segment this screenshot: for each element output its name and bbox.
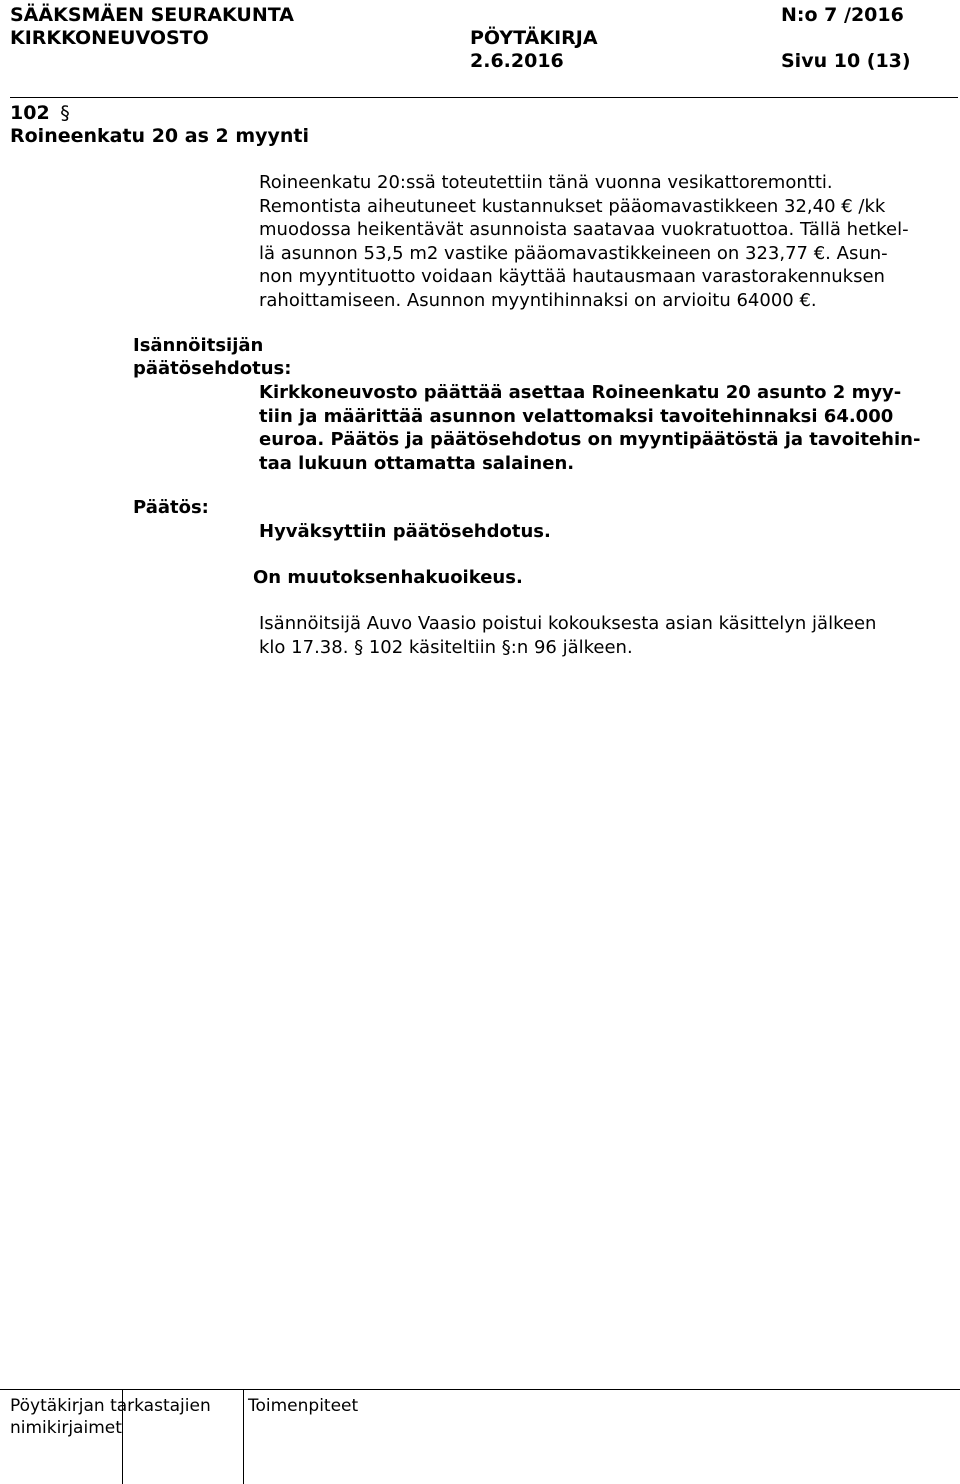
document-type: PÖYTÄKIRJA — [470, 27, 598, 49]
body-name: KIRKKONEUVOSTO — [10, 27, 209, 49]
description-line: rahoittamiseen. Asunnon myyntihinnaksi on arvioitu 64000 €. — [259, 289, 817, 311]
document-number: N:o 7 /2016 — [781, 4, 904, 26]
proposal-line: tiin ja määrittää asunnon velattomaksi tavoitehinnaksi 64.000 — [259, 405, 894, 427]
section-number-line — [10, 101, 70, 125]
appeal-text: On muutoksenhakuoikeus. — [253, 567, 523, 588]
footer-signature-label-line2: nimikirjaimet — [10, 1418, 122, 1438]
footer-rule-top — [0, 1389, 960, 1390]
proposal-line: taa lukuun ottamatta salainen. — [259, 452, 575, 474]
description-line: lä asunnon 53,5 m2 vastike pääomavastikkeineen on 323,77 €. Asun- — [259, 242, 888, 264]
proposal-label-line1: Isännöitsijän — [133, 335, 264, 356]
organization-name: SÄÄKSMÄEN SEURAKUNTA — [10, 4, 294, 26]
description-line: Remontista aiheutuneet kustannukset pääomavastikkeen 32,40 € /kk — [259, 195, 886, 217]
description-paragraph — [259, 171, 909, 312]
decision-label: Päätös: — [133, 497, 209, 518]
description-line: muodossa heikentävät asunnoista saatavaa vuokratuottoa. Tällä hetkel- — [259, 219, 909, 240]
decision-note-line: Isännöitsijä Auvo Vaasio poistui kokouksesta asian käsittelyn jälkeen — [259, 613, 877, 634]
description-line: non myyntituotto voidaan käyttää hautausmaan varastorakennuksen — [259, 266, 885, 287]
section-number: 102 — [10, 102, 50, 124]
proposal-label-line2: päätösehdotus: — [133, 358, 292, 379]
section-symbol: § — [60, 102, 70, 124]
footer-rule-right — [243, 1390, 244, 1484]
proposal-paragraph — [259, 381, 920, 475]
decision-text: Hyväksyttiin päätösehdotus. — [259, 521, 551, 542]
footer-signature-label-line1: Pöytäkirjan tarkastajien — [10, 1396, 211, 1416]
proposal-line: euroa. Päätös ja päätösehdotus on myyntipäätöstä ja tavoitehin- — [259, 429, 921, 450]
decision-note — [259, 612, 876, 659]
section-title: Roineenkatu 20 as 2 myynti — [10, 125, 310, 147]
page-number: Sivu 10 (13) — [781, 50, 911, 72]
decision-note-line: klo 17.38. § 102 käsiteltiin §:n 96 jälkeen. — [259, 636, 633, 658]
proposal-line: Kirkkoneuvosto päättää asettaa Roineenkatu 20 asunto 2 myy- — [259, 382, 902, 403]
meeting-date: 2.6.2016 — [470, 50, 564, 72]
description-line: Roineenkatu 20:ssä toteutettiin tänä vuonna vesikattoremontti. — [259, 172, 833, 193]
header-rule — [10, 97, 958, 98]
footer-actions-label: Toimenpiteet — [248, 1396, 359, 1416]
